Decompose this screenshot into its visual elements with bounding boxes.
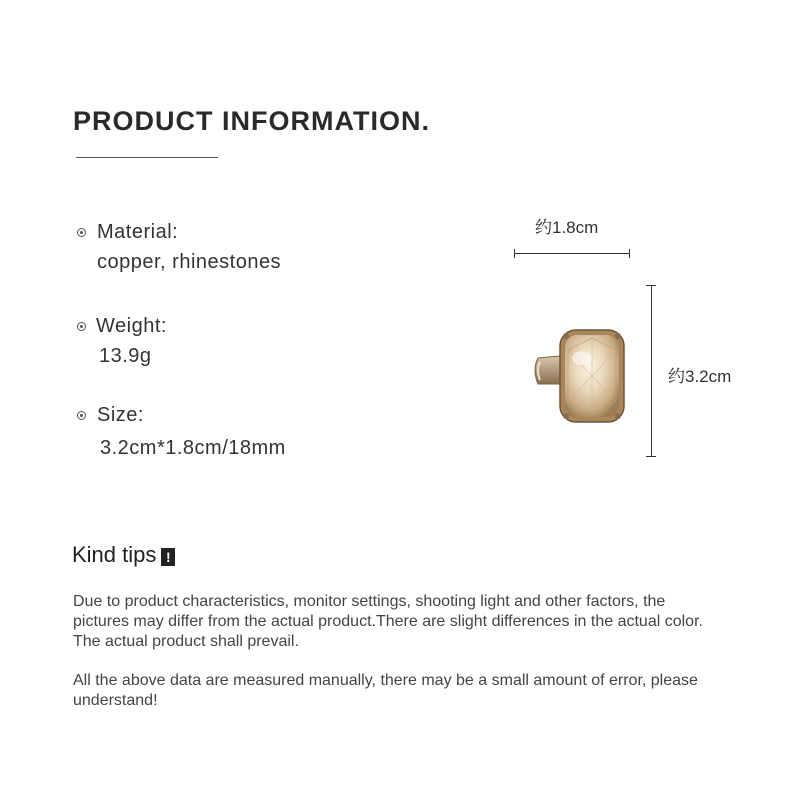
spec-weight-value: 13.9g (99, 345, 152, 367)
spec-size-label: Size: (97, 404, 144, 426)
width-dimension-tick (514, 249, 515, 258)
page-title: PRODUCT INFORMATION. (73, 106, 430, 136)
bullet-icon (77, 411, 86, 420)
ring-product-image (530, 320, 640, 430)
height-dimension-line (651, 285, 652, 457)
spec-size-value: 3.2cm*1.8cm/18mm (100, 437, 286, 459)
width-dimension-label: 约1.8cm (535, 218, 599, 237)
spec-material-label: Material: (97, 221, 179, 243)
width-dimension-tick (629, 249, 630, 258)
height-dimension-tick (646, 285, 656, 286)
width-dimension-line (514, 253, 630, 254)
bullet-icon (77, 228, 86, 237)
bullet-icon (77, 322, 86, 331)
spec-weight-label: Weight: (96, 315, 167, 337)
title-divider (76, 157, 218, 158)
height-dimension-tick (646, 456, 656, 457)
spec-material-value: copper, rhinestones (97, 251, 282, 273)
height-dimension-label: 约3.2cm (668, 367, 732, 386)
kind-tips-label: Kind tips (72, 542, 157, 567)
tips-paragraph-2: All the above data are measured manually, there may be a small amount of error, please understand! (73, 672, 698, 709)
tips-paragraph-1: Due to product characteristics, monitor settings, shooting light and other factors, the pictures may differ from the actual product.There are slight differences in the actual color. The actual product shall prevail. (73, 593, 703, 650)
exclamation-icon: ! (161, 548, 175, 566)
kind-tips-heading (72, 542, 175, 568)
